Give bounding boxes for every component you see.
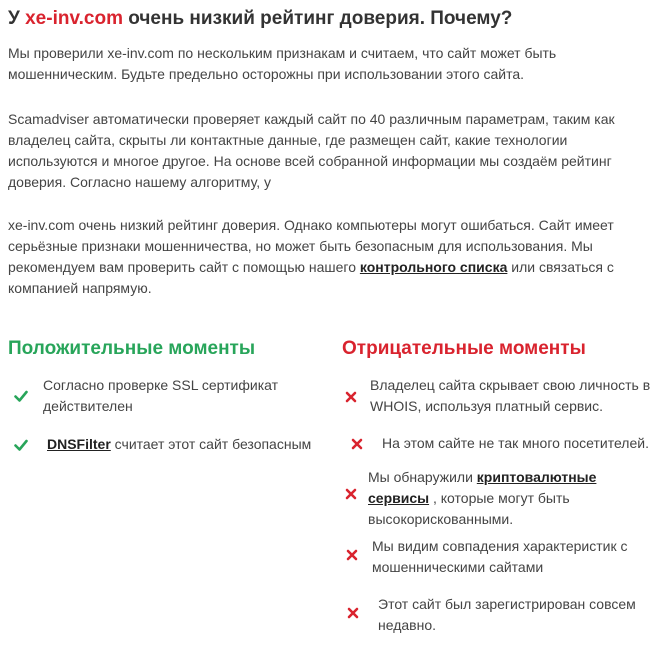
cross-icon [350,437,364,451]
method-paragraph: Scamadviser автоматически проверяет каждый сайт по 40 различным параметрам, таким как владелец сайта, скрыты ли контактные данные, где размещен сайт, какие технологии используются и многое другое. На основе всей собранной информации мы создаём рейтинг доверия. Согласно нашему алгоритму, у [8,111,615,190]
positive-section-title: Положительные моменты [8,338,256,359]
positive-item [14,434,334,455]
positive-item-text: Согласно проверке SSL сертификат действителен [43,377,279,414]
negative-item [346,594,646,636]
cross-icon [344,390,358,404]
positive-item [14,375,314,417]
positive-item-text [47,434,334,455]
checklist-link[interactable]: контрольного списка [359,259,508,275]
positive-item-suffix: считает этот сайт безопасным [110,436,312,452]
negative-item-text: Этот сайт был зарегистрирован совсем недавно. [378,596,636,633]
page-heading [8,6,658,32]
cross-icon [345,548,359,562]
recommendation-text-before: xe-inv.com очень низкий рейтинг доверия. Однако компьютеры могут ошибаться. Сайт имеет серьёзные признаки мошенничества, но может быть безопасным для использования. Мы рекомендуем вам проверить сайт с помощью нашего [8,217,614,275]
negative-item [344,467,644,530]
recommendation-paragraph [8,215,648,299]
recommendation-text-after: или связаться с компанией напрямую. [8,259,614,296]
negative-item-text: Мы видим совпадения характеристик с мошенническими сайтами [372,538,628,575]
dnsfilter-link[interactable]: DNSFilter [47,436,111,452]
negative-item-text-before: Мы обнаружили [368,469,477,485]
negative-item [350,433,660,454]
cross-icon [346,606,360,620]
cross-icon [344,487,358,501]
negative-item [345,536,645,578]
check-icon [14,438,28,452]
negative-section-title: Отрицательные моменты [342,338,586,359]
negative-item-text-after: , которые могут быть высокорискованными. [368,490,570,527]
negative-item-text: Владелец сайта скрывает свою личность в WHOIS, используя платный сервис. [370,377,651,414]
check-icon [14,389,28,403]
heading-suffix: очень низкий рейтинг доверия. Почему? [122,8,513,29]
heading-site-name: xe-inv.com [25,8,123,29]
heading-prefix: У [8,8,26,29]
negative-item-text: На этом сайте не так много посетителей. [382,435,649,451]
negative-item [344,375,654,417]
negative-item-text [368,467,618,530]
crypto-services-link[interactable]: криптовалютные сервисы [368,469,597,506]
intro-paragraph: Мы проверили xe-inv.com по нескольким признакам и считаем, что сайт может быть мошенническим. Будьте предельно осторожны при использовании этого сайта. [8,45,557,82]
